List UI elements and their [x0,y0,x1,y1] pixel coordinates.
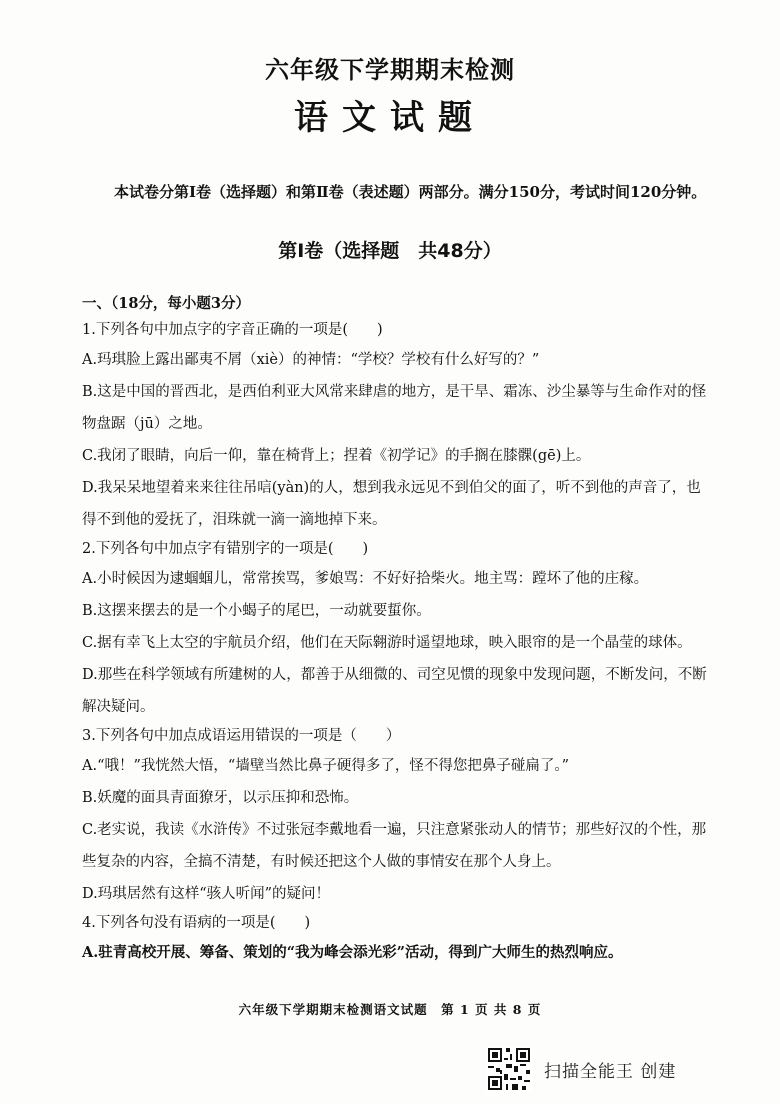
exam-instructions: 本试卷分第Ⅰ卷（选择题）和第Ⅱ卷（表述题）两部分。满分150分，考试时间120分钟。 [114,183,707,201]
question-stem: 4.下列各句没有语病的一项是( ) [82,915,311,931]
answer-option: C.老实说，我读《水浒传》不过张冠李戴地看一遍，只注意紧张动人的情节；那些好汉的个性，那些复杂的内容，全搞不清楚，有时候还把这个人做的事情安在那个人身上。 [82,822,707,870]
answer-option: C.据有幸飞上太空的宇航员介绍，他们在天际翱游时遥望地球，映入眼帘的是一个晶莹的球体。 [82,635,692,651]
question-stem: 3.下列各句中加点成语运用错误的一项是（ ） [82,728,401,744]
qr-code-icon [486,1046,532,1092]
answer-option: A.驻青高校开展、筹备、策划的“我为峰会添光彩”活动，得到广大师生的热烈响应。 [82,944,623,961]
page-footer: 六年级下学期期末检测语文试题 第 1 页 共 8 页 [238,1002,542,1017]
exam-subject-title: 语文试题 [294,98,486,138]
section-title: 第Ⅰ卷（选择题 共48分） [278,240,502,262]
questions-content [82,290,708,969]
answer-option: A.“哦！”我恍然大悟，“墙壁当然比鼻子硬得多了，怪不得您把鼻子碰扁了。” [82,758,569,774]
answer-option: D.那些在科学领域有所建树的人，都善于从细微的、司空见惯的现象中发现问题，不断发问，不断解决疑问。 [82,667,707,715]
answer-option: D.玛琪居然有这样“骇人听闻”的疑问！ [82,886,331,902]
question-stem: 1.下列各句中加点字的字音正确的一项是( ) [82,322,383,338]
exam-title: 六年级下学期期末检测 [265,56,515,84]
answer-option: B.这是中国的晋西北，是西伯利亚大风常来肆虐的地方，是干旱、霜冻、沙尘暴等与生命作对的怪物盘踞（jū）之地。 [82,384,707,432]
question-stem: 2.下列各句中加点字有错别字的一项是( ) [82,541,369,557]
answer-option: A.小时候因为逮蝈蝈儿，常常挨骂，爹娘骂：不好好拾柴火。地主骂：蹚坏了他的庄稼。 [82,571,649,587]
answer-option: A.玛琪脸上露出鄙夷不屑（xiè）的神情：“学校？学校有什么好写的？” [82,352,540,368]
answer-option: B.这摆来摆去的是一个小蝎子的尾巴，一动就要蜇你。 [82,603,431,619]
answer-option: B.妖魔的面具青面獠牙，以示压抑和恐怖。 [82,790,359,806]
part-heading: 一、（18分，每小题3分） [82,295,251,312]
answer-option: C.我闭了眼睛，向后一仰，靠在椅背上；捏着《初学记》的手搁在膝髁(gē)上。 [82,448,591,464]
scanner-label: 扫描全能王 创建 [544,1061,677,1082]
scanner-watermark [486,1046,676,1092]
answer-option: D.我呆呆地望着来来往往吊唁(yàn)的人，想到我永远见不到伯父的面了，听不到他的声音了，也得不到他的爱抚了，泪珠就一滴一滴地掉下来。 [82,480,701,528]
